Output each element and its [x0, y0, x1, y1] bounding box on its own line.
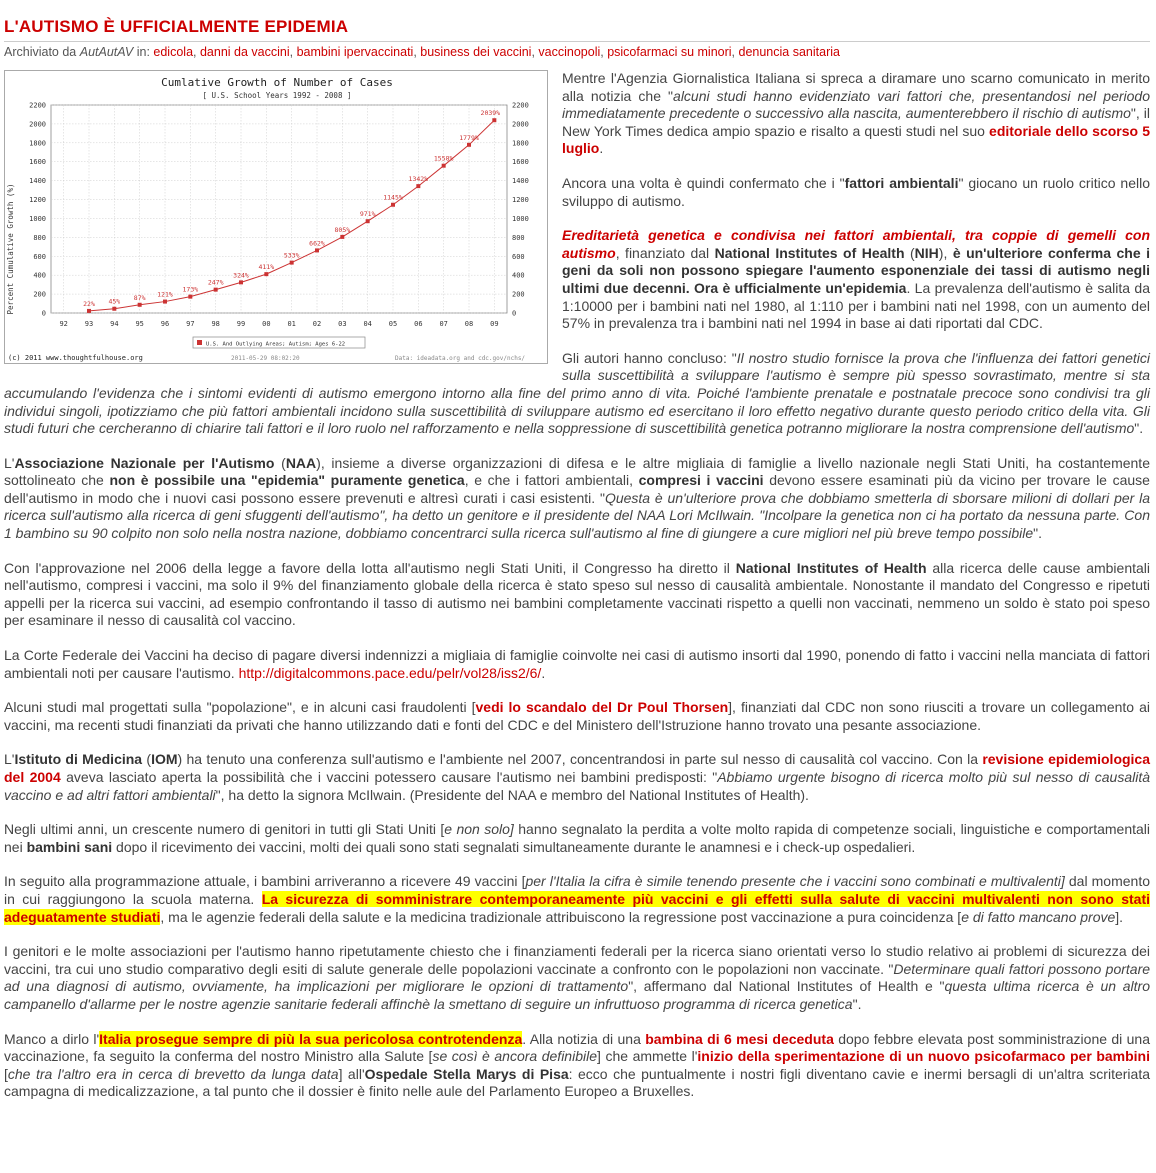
tag-separator: , — [413, 45, 421, 59]
paragraph-8 — [4, 699, 1150, 734]
data-point — [340, 235, 344, 239]
y-tick-label-left: 2000 — [29, 120, 46, 129]
paragraph-13 — [4, 1031, 1150, 1101]
y-tick-label-left: 1000 — [29, 214, 46, 223]
data-point — [315, 248, 319, 252]
tag-link[interactable]: vaccinopoli — [538, 45, 601, 59]
legend-text: U.S. And Outlying Areas; Autism; Ages 6-22 — [206, 341, 346, 348]
editorial-link[interactable]: editoriale dello scorso 5 luglio — [562, 122, 1150, 157]
text: alla ricerca delle cause ambientali nell'autismo, compresi i vaccini, ma solo il 9% del finanziamento globale della ricerca è stato speso sul nesso di causalità ambientale. Nonostante il mandato del Congresso e ripetuti appelli per la ricerca sui vaccini, ad esempio confrontando il tasso di autismo nei bambini completamente vaccinati rispetto a quelli non vaccinati, nemmeno un soldo è stato poi speso per esaminare il nesso di causalità col vaccino. — [4, 559, 1151, 629]
paragraph-7 — [4, 647, 1150, 682]
article-body — [4, 70, 1150, 1101]
highlight: La sicurezza di somministrare contemporaneamente più vaccini e gli effetti sulla salute di vaccini multivalenti non sono stati adeguatamente studiati — [4, 890, 1150, 925]
tag-list — [153, 45, 840, 59]
emphasis: non è possibile una "epidemia" puramente genetica — [109, 472, 465, 489]
data-label: 411% — [258, 263, 275, 272]
data-point — [391, 203, 395, 207]
legend-swatch — [197, 340, 202, 345]
text: ". — [852, 995, 862, 1012]
x-tick-label: 93 — [84, 320, 94, 328]
data-point — [163, 300, 167, 304]
text: La Corte Federale dei Vaccini ha deciso di pagare diversi indennizzi a migliaia di famiglie coinvolte nei casi di autismo insorti dal 1990, ponendo di fatto i vaccini nella manciata di fattori ambientali noti per causare l'autismo. — [4, 647, 1150, 681]
x-tick-label: 05 — [388, 320, 398, 328]
text: devono essere esaminati più da vicino per trovare le cause dell'autismo in modo che i nuovi casi possono essere prevenuti e altresì curati i casi esistenti. " — [4, 472, 1150, 506]
quote: Determinare quali fattori possono portare ad una diagnosi di autismo, ovviamente, ha implicazioni per migliorare le opzioni di trattamento — [4, 960, 1151, 995]
emphasis: fattori ambientali — [844, 174, 959, 191]
data-point — [188, 295, 192, 299]
text: Alcuni studi mal progettati sulla "popolazione", e in alcuni casi fraudolenti [ — [4, 699, 476, 716]
data-label: 805% — [334, 225, 351, 234]
y-axis-label: Percent Cumulative Growth (%) — [6, 183, 15, 315]
text: ", il New York Times dedica ampio spazio e risalto a questi studi nel suo — [562, 105, 1150, 139]
quote: alcuni studi hanno evidenziato vari fattori che, presentandosi nel periodo immediatamente precedente o successivo alla nascita, aumenterebbero il rischio di autismo — [562, 87, 1150, 122]
title-divider — [4, 41, 1150, 42]
paragraph-9 — [4, 751, 1150, 804]
quote: Il nostro studio fornisce la prova che l'influenza dei fattori genetici sulla suscettibilità a sviluppare l'autismo è sempre più spesso sovrastimato, mentre si sta accumulando l'evidenza che i sintomi evidenti di autismo emergono intorno alla fine del primo anno di vita. Poiché l'ambiente prenatale e postnatale precoce sono condivisi tra gli individui singoli, ipotizziamo che più fattori ambientali incidono sulla suscettibilità di sviluppare autismo ed esercitano il loro effetto negativo durante questo periodo critico della vita. Gli studi futuri che cercheranno di chiarire tali fattori e il loro ruolo nel rafforzamento e nella soppressione di suscettibilità genetica potranno migliorare la nostra comprensione dell'autismo — [4, 349, 1151, 437]
data-label: 121% — [157, 290, 173, 299]
x-tick-label: 03 — [338, 320, 347, 328]
data-label: 1558% — [433, 154, 454, 163]
chart-subtitle: [ U.S. School Years 1992 - 2008 ] — [202, 91, 352, 100]
y-tick-label-right: 1400 — [512, 177, 529, 186]
data-label: 1145% — [383, 193, 403, 202]
y-tick-label-left: 600 — [33, 252, 46, 261]
quote: questa ultima ricerca è un altro campanello d'allarme per le nostre agenzie sanitarie federali affinchè la smettano di seguire un infruttuoso programma di ricerca genetica — [4, 978, 1151, 1012]
x-tick-label: 99 — [236, 320, 246, 328]
y-tick-label-left: 1400 — [29, 177, 46, 186]
x-tick-label: 94 — [110, 320, 119, 328]
tag-separator: , — [531, 45, 539, 59]
meta-prefix: Archiviato da — [4, 45, 80, 59]
text: ] che ammette l' — [597, 1048, 698, 1065]
chart-credit: (c) 2011 www.thoughtfulhouse.org — [8, 354, 143, 362]
y-tick-label-right: 1000 — [512, 214, 529, 223]
data-label: 324% — [233, 271, 249, 280]
data-label: 173% — [182, 285, 199, 294]
y-tick-label-left: 1200 — [29, 196, 46, 205]
text: ( — [274, 454, 286, 471]
x-tick-label: 09 — [490, 320, 499, 328]
data-point — [492, 118, 496, 122]
y-tick-label-right: 2000 — [512, 120, 529, 129]
paragraph-11 — [4, 873, 1150, 926]
paragraph-10 — [4, 821, 1150, 856]
text: Gli autori hanno concluso: " — [562, 349, 737, 366]
tag-link[interactable]: bambini ipervaccinati — [296, 45, 414, 59]
y-tick-label-right: 800 — [512, 233, 525, 242]
tag-separator: , — [289, 45, 297, 59]
article-title: L'AUTISMO È UFFICIALMENTE EPIDEMIA — [4, 17, 349, 36]
data-label: 1342% — [408, 175, 429, 184]
chart-timestamp: 2011-05-29 08:02:20 — [231, 355, 300, 362]
x-tick-label: 07 — [439, 320, 448, 328]
data-point — [87, 309, 91, 313]
data-point — [214, 288, 218, 292]
data-label: 247% — [207, 278, 224, 287]
y-tick-label-right: 1800 — [512, 139, 529, 148]
aside: per l'Italia la cifra è simile tenendo presente che i vaccini sono combinati e multivalenti] — [525, 873, 1065, 890]
x-tick-label: 00 — [262, 320, 271, 328]
text: . La prevalenza dell'autismo è salita da 1:10000 per i bambini nati nel 1980, al 1:110 per i bambini nati nel 1998, con un aumento del 57% in prevalenza tra i bambini nati nel 1994 in base ai dati riportati dal CDC. — [562, 279, 1150, 332]
text: . — [541, 664, 546, 681]
y-tick-label-right: 1200 — [512, 196, 529, 205]
emphasis: compresi i vaccini — [638, 472, 764, 489]
emphasis: National Institutes of Health — [735, 559, 927, 576]
emphasis: Istituto di Medicina — [14, 751, 143, 768]
text: , e che i fattori ambientali, — [464, 472, 639, 489]
quote: Abbiamo urgente bisogno di ricerca molto più sul nesso di causalità vaccino e ad altri fattori ambientali — [4, 769, 1151, 803]
text: Manco a dirlo l' — [4, 1030, 100, 1047]
text: dal momento in cui raggiungono la scuola materna. — [4, 873, 1151, 907]
emphasis: Associazione Nazionale per l'Autismo — [14, 454, 275, 471]
chart-figure — [4, 70, 548, 364]
text: L' — [4, 454, 15, 471]
paragraph-6 — [4, 560, 1150, 630]
tag-separator: , — [600, 45, 608, 59]
text: Ancora una volta è quindi confermato che i " — [562, 174, 845, 191]
y-tick-label-left: 2200 — [29, 101, 46, 110]
tag-link[interactable]: edicola — [153, 45, 194, 59]
emphasis: IOM — [151, 751, 178, 768]
data-point — [112, 307, 116, 311]
y-tick-label-left: 200 — [33, 290, 46, 299]
aside: e non solo] — [444, 821, 514, 838]
emphasis: Ospedale Stella Marys di Pisa — [364, 1065, 569, 1082]
text: . — [599, 140, 604, 157]
y-tick-label-left: 400 — [33, 271, 46, 280]
text: , ma le agenzie federali della salute e la medicina tradizionale attribuiscono la regressione post vaccinazione a pura coincidenza [ — [160, 908, 962, 925]
text: ". — [1134, 420, 1144, 437]
source-url-link[interactable]: http://digitalcommons.pace.edu/pelr/vol28/iss2/6/ — [238, 664, 542, 681]
x-tick-label: 02 — [312, 320, 322, 328]
paragraph-12 — [4, 943, 1150, 1013]
x-tick-label: 96 — [160, 320, 170, 328]
text: . Alla notizia di una — [522, 1030, 646, 1047]
emphasis: National Institutes of Health — [714, 244, 905, 261]
text: Con l'approvazione nel 2006 della legge a favore della lotta all'autismo negli Stati Uniti, il Congresso ha diretto il — [4, 559, 736, 576]
chart-data-source: Data: ideadata.org and cdc.gov/nchs/ — [395, 355, 526, 362]
data-point — [264, 272, 268, 276]
data-label: 1779% — [459, 133, 479, 142]
study-link[interactable]: Ereditarietà genetica e condivisa nei fattori ambientali, tra coppie di gemelli con autismo — [562, 227, 1150, 261]
tag-separator: , — [193, 45, 200, 59]
plot-frame — [51, 105, 507, 313]
emphasis: è un'ulteriore conferma che i geni da soli non possono spiegare l'aumento esponenziale dei tassi di autismo negli ultimi due decenni. Ora è ufficialmente un'epidemia — [562, 244, 1150, 296]
text: dopo il ricevimento dei vaccini, molti dei quali sono stati segnalati simultaneamente durante le anamnesi e i check-up ospedalieri. — [112, 838, 916, 855]
tag-link[interactable]: danni da vaccini — [199, 45, 290, 59]
meta-in: in: — [133, 45, 154, 59]
y-tick-label-right: 0 — [512, 309, 517, 318]
emphasis: NIH — [914, 244, 939, 261]
text: ]. — [1115, 908, 1124, 925]
text: ". — [1033, 525, 1042, 542]
y-tick-label-right: 1600 — [512, 158, 529, 167]
text: ( — [142, 751, 152, 768]
highlight: Italia prosegue sempre di più la sua pericolosa controtendenza — [99, 1030, 523, 1047]
text: ", affermano dal National Institutes of Health e " — [628, 978, 945, 995]
y-tick-label-left: 0 — [41, 309, 46, 318]
paragraph-5 — [4, 455, 1150, 543]
data-point — [416, 184, 420, 188]
x-tick-label: 08 — [464, 320, 474, 328]
chart-title: Cumlative Growth of Number of Cases — [161, 76, 393, 89]
x-tick-label: 98 — [211, 320, 220, 328]
text: , finanziato dal — [615, 244, 715, 261]
text: I genitori e le molte associazioni per l'autismo hanno ripetutamente chiesto che i finanziamenti federali per la ricerca siano orientati verso lo studio relativo ai problemi di sicurezza dei vaccini, tra cui uno studio comparativo degli esiti di salute generale delle popolazioni vaccinate a confronto con le popolazioni non vaccinate. " — [4, 943, 1150, 977]
text: ) ha tenuto una conferenza sull'autismo e l'ambiente nel 2007, concentrandosi in parte sul nesso di causalità col vaccino. Con la — [177, 751, 983, 768]
text: [ — [4, 1065, 8, 1082]
meta-source: AutAutAV — [79, 45, 134, 59]
data-point — [290, 261, 294, 265]
text: hanno segnalato la perdita a volte molto rapida di competenze sociali, linguistiche e comportamentali nei — [4, 821, 1151, 855]
tag-separator: , — [731, 45, 739, 59]
y-tick-label-left: 1800 — [29, 139, 46, 148]
data-label: 45% — [108, 297, 121, 306]
text: ], finanziati dal CDC non sono riusciti a trovare un collegamento ai vaccini, ma recenti studi finanziati da privati che hanno utilizzando dati e fonti del CDC e del Ministero dell'Istruzione hanno trovato una pesante associazione. — [4, 699, 1150, 733]
data-label: 662% — [309, 239, 325, 248]
text: dopo febbre elevata post somministrazione di una vaccinazione, fa seguito la conferma del nostro Ministro alla Salute [ — [4, 1030, 1151, 1065]
tag-link[interactable]: denuncia sanitaria — [738, 45, 840, 59]
aside: se così è ancora definibile — [432, 1048, 597, 1065]
y-tick-label-right: 2200 — [512, 101, 529, 110]
x-tick-label: 95 — [135, 320, 144, 328]
aside: che tra l'altro era in cerca di brevetto da lunga data — [7, 1065, 339, 1082]
data-label: 971% — [359, 210, 376, 219]
plot-area — [29, 102, 529, 329]
x-tick-label: 06 — [414, 320, 423, 328]
data-label: 87% — [133, 293, 146, 302]
y-tick-label-right: 400 — [512, 271, 525, 280]
trial-link[interactable]: inizio della sperimentazione di un nuovo psicofarmaco per bambini — [697, 1048, 1151, 1065]
text: In seguito alla programmazione attuale, i bambini arriveranno a ricevere 49 vaccini [ — [4, 873, 526, 890]
data-point — [138, 303, 142, 307]
review-link[interactable]: revisione epidemiologica del 2004 — [4, 751, 1151, 785]
text: Mentre l'Agenzia Giornalistica Italiana si spreca a diramare uno scarno comunicato in merito alla notizia che " — [562, 70, 1150, 104]
news-link[interactable]: bambina di 6 mesi deceduta — [645, 1030, 834, 1047]
text: ), — [938, 244, 953, 261]
x-tick-label: 04 — [363, 320, 372, 328]
text: ( — [904, 244, 915, 261]
emphasis: bambini sani — [26, 838, 113, 855]
thorsen-link[interactable]: vedi lo scandalo del Dr Poul Thorsen — [475, 699, 729, 716]
data-point — [366, 219, 370, 223]
text: Negli ultimi anni, un crescente numero di genitori in tutti gli Stati Uniti [ — [4, 821, 445, 838]
data-label: 22% — [83, 299, 95, 308]
emphasis: NAA — [285, 454, 317, 471]
text: aveva lasciato aperta la possibilità che i vaccini potessero causare l'autismo nei bambini predisposti: " — [60, 769, 718, 785]
quote: Questa è un'ulteriore prova che dobbiamo smetterla di sborsare milioni di dollari per la ricerca sull'autismo alla ricerca di geni sfuggenti dell'autismo", ha detto un genitore e il presidente del NAA Lori McIlwain. "Incolpare la genetica non ci ha portato da nessuna parte. Con 1 bambino su 90 colpito non solo nella nostra nazione, dobbiamo concentrarci sulla ricerca sull'autismo al fine di giungere a cure migliori nel più breve tempo possibile — [4, 489, 1150, 542]
text: ] all' — [338, 1065, 365, 1082]
aside: e di fatto mancano prove — [961, 908, 1116, 925]
y-tick-label-left: 1600 — [29, 158, 46, 167]
article-meta — [4, 44, 1150, 60]
tag-link[interactable]: business dei vaccini — [420, 45, 532, 59]
text: ", ha detto la signora McIlwain. (Presidente del NAA e membro del National Institutes of Health). — [215, 786, 809, 803]
text: " giocano un ruolo critico nello sviluppo di autismo. — [562, 174, 1150, 209]
article — [4, 0, 1150, 1118]
growth-chart — [5, 71, 547, 363]
y-tick-label-right: 200 — [512, 290, 525, 299]
y-tick-label-left: 800 — [33, 233, 46, 242]
data-point — [239, 280, 243, 284]
y-tick-label-right: 600 — [512, 252, 525, 261]
text: ), insieme a diverse organizzazioni di difesa e le altre migliaia di famiglie a livello nazionale negli Stati Uniti, ha costantemente sottolineato che — [4, 454, 1150, 489]
data-point — [442, 164, 446, 168]
text: : ecco che puntualmente i nostri figli diventano cavie e inermi bersagli di un'altra scriteriata campagna di medicalizzazione, a tal punto che il dossier è finito nelle aule del Parlamento Europeo a Bruxelles. — [4, 1065, 1150, 1100]
data-point — [467, 143, 471, 147]
tag-link[interactable]: psicofarmaci su minori — [607, 45, 732, 59]
text: L' — [4, 751, 15, 768]
x-tick-label: 92 — [59, 320, 68, 328]
x-tick-label: 01 — [287, 320, 296, 328]
x-tick-label: 97 — [186, 320, 195, 328]
data-label: 533% — [283, 251, 300, 260]
data-label: 2039% — [480, 109, 501, 118]
